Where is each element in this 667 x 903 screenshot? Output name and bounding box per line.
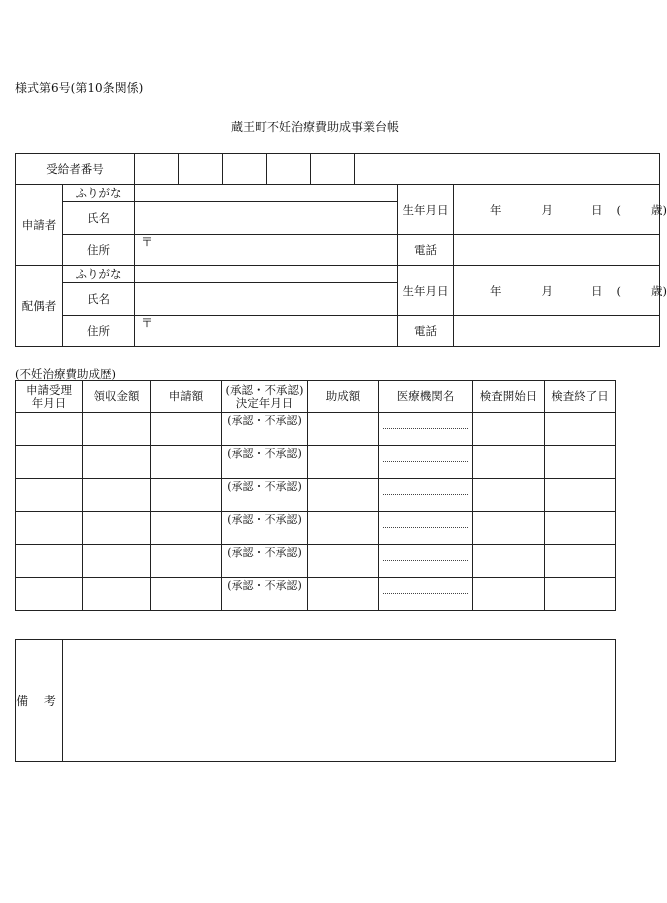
address-label: 住所	[63, 235, 135, 266]
history-row	[16, 512, 616, 545]
split-field	[379, 512, 472, 543]
history-cell[interactable]	[16, 479, 83, 512]
name-label: 氏名	[63, 283, 135, 316]
approval-text: (承認・不承認)	[227, 579, 302, 592]
approval-decision-cell[interactable]	[222, 479, 308, 512]
dob-month-label: 月	[541, 202, 553, 217]
applicant-label: 申請者	[16, 185, 63, 266]
dob-label: 生年月日	[398, 185, 454, 235]
history-cell[interactable]	[16, 578, 83, 611]
dob-label: 生年月日	[398, 266, 454, 316]
history-caption: (不妊治療費助成歴)	[15, 367, 116, 381]
recipient-number-box[interactable]	[135, 154, 179, 185]
remarks-table	[15, 639, 616, 762]
history-row	[16, 578, 616, 611]
applicant-furigana-row	[16, 185, 660, 202]
spouse-address-field[interactable]	[135, 316, 398, 347]
history-cell[interactable]	[308, 545, 379, 578]
history-column-header: 検査終了日	[545, 381, 616, 413]
history-column-header: 申請額	[151, 381, 222, 413]
history-row	[16, 413, 616, 446]
dob-year-label: 年	[490, 202, 502, 217]
medical-institution-cell[interactable]	[379, 413, 473, 446]
history-cell[interactable]	[151, 545, 222, 578]
medical-institution-cell[interactable]	[379, 545, 473, 578]
age-open: (	[616, 202, 621, 217]
recipient-number-row	[16, 154, 660, 185]
applicant-address-field[interactable]	[135, 235, 398, 266]
phone-label: 電話	[398, 316, 454, 347]
approval-decision-cell[interactable]	[222, 413, 308, 446]
history-cell[interactable]	[16, 446, 83, 479]
recipient-number-blank	[355, 154, 660, 185]
history-cell[interactable]	[473, 479, 545, 512]
spouse-name-field[interactable]	[135, 283, 398, 316]
address-label: 住所	[63, 316, 135, 347]
history-header-row	[16, 381, 616, 413]
history-cell[interactable]	[83, 545, 151, 578]
furigana-label: ふりがな	[63, 185, 135, 202]
history-cell[interactable]	[545, 479, 616, 512]
history-cell[interactable]	[151, 446, 222, 479]
medical-institution-cell[interactable]	[379, 512, 473, 545]
history-cell[interactable]	[473, 545, 545, 578]
history-column-header: 申請受理 年月日	[16, 381, 83, 413]
split-upper	[383, 413, 468, 429]
history-cell[interactable]	[473, 512, 545, 545]
history-cell[interactable]	[151, 578, 222, 611]
postal-mark: 〒	[141, 235, 154, 249]
history-cell[interactable]	[473, 446, 545, 479]
split-lower	[379, 429, 472, 444]
spouse-address-row	[16, 316, 660, 347]
split-upper	[383, 545, 468, 561]
history-cell[interactable]	[545, 446, 616, 479]
history-cell[interactable]	[308, 446, 379, 479]
name-label: 氏名	[63, 202, 135, 235]
split-upper	[383, 446, 468, 462]
split-upper	[383, 512, 468, 528]
split-lower	[379, 462, 472, 477]
recipient-number-label: 受給者番号	[16, 154, 135, 185]
postal-mark: 〒	[141, 316, 154, 330]
remarks-label: 備 考	[16, 640, 63, 762]
approval-decision-cell[interactable]	[222, 578, 308, 611]
history-cell[interactable]	[83, 479, 151, 512]
spouse-furigana-row	[16, 266, 660, 283]
recipient-number-box[interactable]	[311, 154, 355, 185]
history-column-header: 検査開始日	[473, 381, 545, 413]
dob-day-label: 日	[591, 283, 603, 298]
history-cell[interactable]	[151, 413, 222, 446]
approval-text: (承認・不承認)	[227, 513, 302, 526]
phone-label: 電話	[398, 235, 454, 266]
split-field	[379, 479, 472, 510]
applicant-name-field[interactable]	[135, 202, 398, 235]
split-field	[379, 446, 472, 477]
spouse-phone-field[interactable]	[454, 316, 660, 347]
applicant-phone-field[interactable]	[454, 235, 660, 266]
dob-day-label: 日	[591, 202, 603, 217]
approval-decision-cell[interactable]	[222, 446, 308, 479]
form-number: 様式第6号(第10条関係)	[15, 81, 144, 95]
spouse-label: 配偶者	[16, 266, 63, 347]
history-cell[interactable]	[545, 578, 616, 611]
split-lower	[379, 561, 472, 576]
split-upper	[383, 578, 468, 594]
history-row	[16, 545, 616, 578]
dob-year-label: 年	[490, 283, 502, 298]
medical-institution-cell[interactable]	[379, 479, 473, 512]
history-cell[interactable]	[16, 545, 83, 578]
history-cell[interactable]	[545, 545, 616, 578]
history-cell[interactable]	[545, 413, 616, 446]
history-row	[16, 446, 616, 479]
history-cell[interactable]	[83, 446, 151, 479]
history-cell[interactable]	[16, 512, 83, 545]
history-column-header: 助成額	[308, 381, 379, 413]
history-cell[interactable]	[308, 512, 379, 545]
approval-text: (承認・不承認)	[227, 546, 302, 559]
age-close: 歳)	[651, 202, 667, 217]
applicant-table	[15, 153, 667, 347]
split-field	[379, 545, 472, 576]
history-row	[16, 479, 616, 512]
approval-decision-cell[interactable]	[222, 512, 308, 545]
history-cell[interactable]	[83, 512, 151, 545]
recipient-number-box[interactable]	[179, 154, 223, 185]
history-column-header: (承認・不承認) 決定年月日	[222, 381, 308, 413]
approval-decision-cell[interactable]	[222, 545, 308, 578]
history-cell[interactable]	[83, 413, 151, 446]
history-table	[15, 380, 616, 611]
history-cell[interactable]	[308, 413, 379, 446]
recipient-number-box[interactable]	[223, 154, 267, 185]
medical-institution-cell[interactable]	[379, 578, 473, 611]
history-cell[interactable]	[16, 413, 83, 446]
age-close: 歳)	[651, 283, 667, 298]
history-cell[interactable]	[308, 578, 379, 611]
history-cell[interactable]	[151, 479, 222, 512]
split-lower	[379, 594, 472, 609]
history-cell[interactable]	[473, 413, 545, 446]
applicant-address-row	[16, 235, 660, 266]
split-upper	[383, 479, 468, 495]
recipient-number-box[interactable]	[267, 154, 311, 185]
remarks-field[interactable]	[63, 640, 616, 762]
dob-month-label: 月	[541, 283, 553, 298]
approval-text: (承認・不承認)	[227, 447, 302, 460]
approval-text: (承認・不承認)	[227, 414, 302, 427]
split-lower	[379, 528, 472, 543]
furigana-label: ふりがな	[63, 266, 135, 283]
split-field	[379, 578, 472, 609]
applicant-dob-field[interactable]	[454, 185, 667, 235]
history-cell[interactable]	[151, 512, 222, 545]
history-cell[interactable]	[473, 578, 545, 611]
split-lower	[379, 495, 472, 510]
document-title: 蔵王町不妊治療費助成事業台帳	[230, 120, 399, 134]
age-open: (	[616, 283, 621, 298]
split-field	[379, 413, 472, 444]
medical-institution-cell[interactable]	[379, 446, 473, 479]
spouse-dob-field[interactable]	[454, 266, 667, 316]
spouse-furigana-field[interactable]	[135, 266, 398, 283]
history-cell[interactable]	[308, 479, 379, 512]
history-cell[interactable]	[545, 512, 616, 545]
applicant-furigana-field[interactable]	[135, 185, 398, 202]
history-cell[interactable]	[83, 578, 151, 611]
approval-text: (承認・不承認)	[227, 480, 302, 493]
history-column-header: 領収金額	[83, 381, 151, 413]
history-column-header: 医療機関名	[379, 381, 473, 413]
